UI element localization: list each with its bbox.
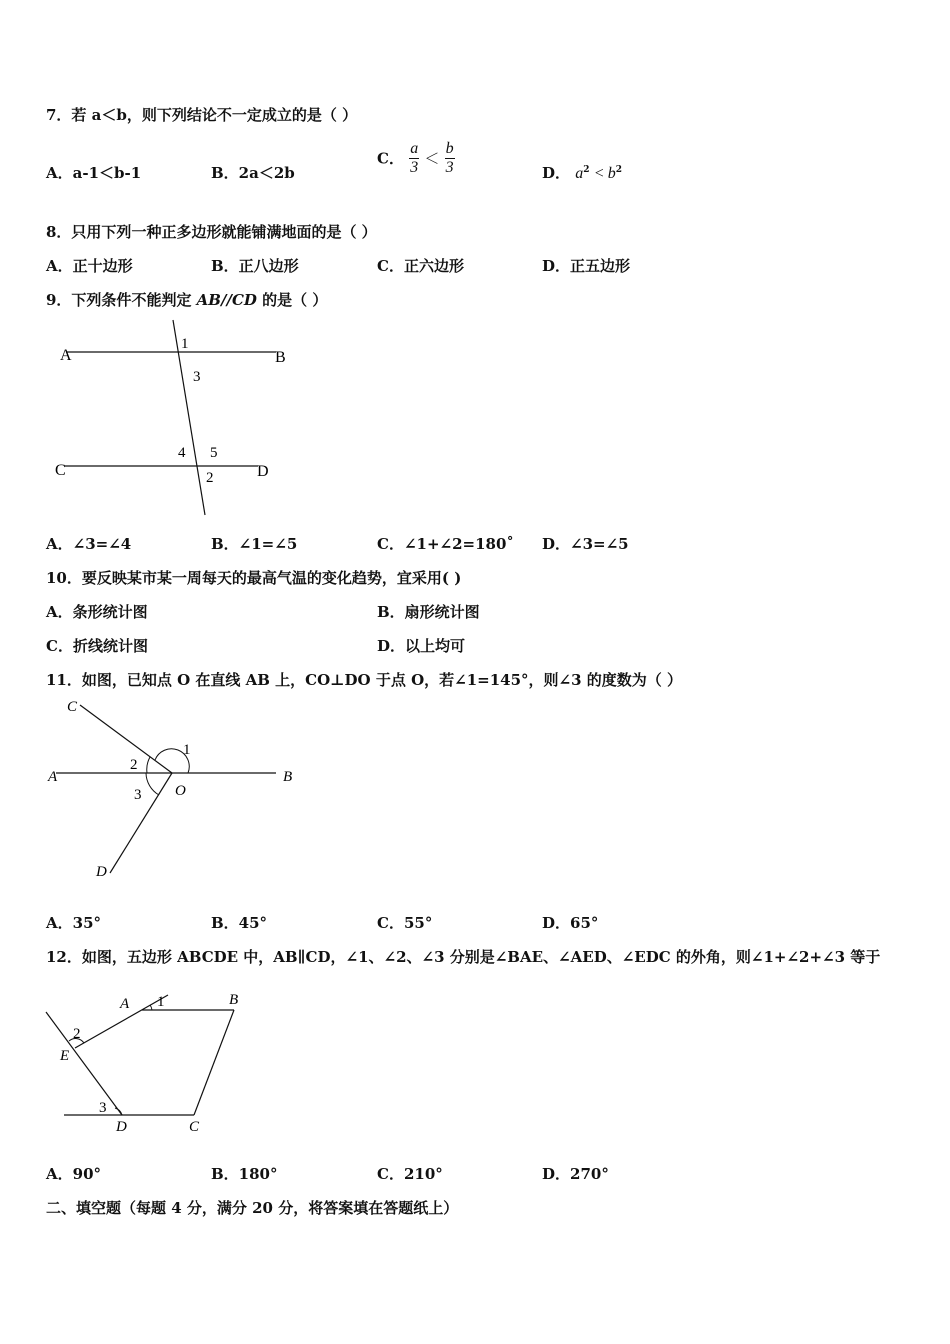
q9-stem-math: AB//CD <box>196 291 257 309</box>
q7-expr-b: b <box>607 165 616 182</box>
q9-angle-3: 3 <box>193 369 201 385</box>
q11-option-a: A．35° <box>46 914 102 932</box>
q10-option-c: C．折线统计图 <box>46 637 148 655</box>
q11-label-d: D <box>96 864 107 880</box>
q12-option-a: A．90° <box>46 1165 102 1183</box>
q11-label-o: O <box>175 783 186 799</box>
q9-label-a: A <box>60 347 72 364</box>
q12-label-c: C <box>189 1119 200 1135</box>
q11-option-d: D．65° <box>542 914 599 932</box>
q12-label-d: D <box>116 1119 127 1135</box>
q7-exp-a: 2 <box>583 165 590 175</box>
section2-heading: 二、填空题（每题 4 分，满分 20 分，将答案填在答题纸上） <box>46 1199 459 1217</box>
q7-fraction-b-den: 3 <box>445 158 454 176</box>
q7-fraction-b-num: b <box>445 140 454 157</box>
q9-stem-prefix: 9．下列条件不能判定 <box>46 291 197 309</box>
q12-label-a: A <box>120 996 130 1012</box>
q8-stem: 8．只用下列一种正多边形就能铺满地面的是（ ） <box>46 223 377 241</box>
q9-angle-5: 5 <box>210 445 218 461</box>
q9-angle-2: 2 <box>206 470 214 486</box>
q11-angle-1: 1 <box>183 742 191 758</box>
q9-option-c: C．∠1+∠2=180˚ <box>377 535 514 553</box>
q10-stem: 10．要反映某市某一周每天的最高气温的变化趋势，宜采用( ) <box>46 569 462 587</box>
q11-label-c: C <box>67 699 78 715</box>
q7-option-d-label: D． <box>542 164 571 182</box>
q9-angle-1: 1 <box>181 336 189 352</box>
q12-angle-1: 1 <box>157 994 165 1010</box>
q9-label-d: D <box>257 463 269 480</box>
q7-less-than: ＜ <box>424 149 440 168</box>
q10-option-b: B．扇形统计图 <box>377 603 480 621</box>
q12-option-d: D．270° <box>542 1165 609 1183</box>
q11-stem: 11．如图，已知点 O 在直线 AB 上，CO⊥DO 于点 O，若∠1=145°，则∠3 的度数为（ ） <box>46 671 682 689</box>
q12-arc-1 <box>150 1005 152 1010</box>
q11-label-a: A <box>48 769 58 785</box>
q11-angle-3: 3 <box>134 787 142 803</box>
q8-option-c: C．正六边形 <box>377 257 464 275</box>
q7-option-c-label: C． <box>377 149 404 168</box>
q12-label-e: E <box>60 1048 70 1064</box>
q12-angle-3: 3 <box>99 1100 107 1116</box>
q8-option-b: B．正八边形 <box>211 257 299 275</box>
q12-label-b: B <box>229 992 239 1008</box>
q9-option-d: D．∠3=∠5 <box>542 535 629 553</box>
q7-stem: 7．若 a＜b，则下列结论不一定成立的是（ ） <box>46 106 358 124</box>
q12-angle-2: 2 <box>73 1026 81 1042</box>
q7-expr-op: < <box>594 165 608 182</box>
q12-side-bc <box>194 1010 234 1115</box>
q11-angle-2: 2 <box>130 757 138 773</box>
q9-label-b: B <box>275 349 286 366</box>
q7-fraction-a-num: a <box>410 140 419 157</box>
q11-option-c: C．55° <box>377 914 433 932</box>
q12-option-b: B．180° <box>211 1165 278 1183</box>
q7-exp-b: 2 <box>615 165 623 175</box>
q9-option-b: B．∠1=∠5 <box>211 535 298 553</box>
q10-option-d: D．以上均可 <box>377 637 466 655</box>
q8-option-d: D．正五边形 <box>542 257 631 275</box>
q9-stem-suffix: 的是（ ） <box>256 291 328 309</box>
q7-option-a: A．a-1＜b-1 <box>46 164 142 182</box>
q9-angle-4: 4 <box>178 445 186 461</box>
q7-fraction-a-den: 3 <box>410 158 419 176</box>
q12-stem: 12．如图，五边形 ABCDE 中，AB∥CD，∠1、∠2、∠3 分别是∠BAE、∠AED、∠EDC 的外角，则∠1+∠2+∠3 等于 <box>46 948 881 966</box>
q10-option-a: A．条形统计图 <box>46 603 148 621</box>
q11-label-b: B <box>283 769 293 785</box>
q12-option-c: C．210° <box>377 1165 443 1183</box>
q9-option-a: A．∠3=∠4 <box>46 535 132 553</box>
q11-option-b: B．45° <box>211 914 268 932</box>
q8-option-a: A．正十边形 <box>46 257 133 275</box>
q7-option-b: B．2a＜2b <box>211 164 295 182</box>
q7-expr-a: a <box>575 165 584 182</box>
q9-label-c: C <box>55 462 66 479</box>
